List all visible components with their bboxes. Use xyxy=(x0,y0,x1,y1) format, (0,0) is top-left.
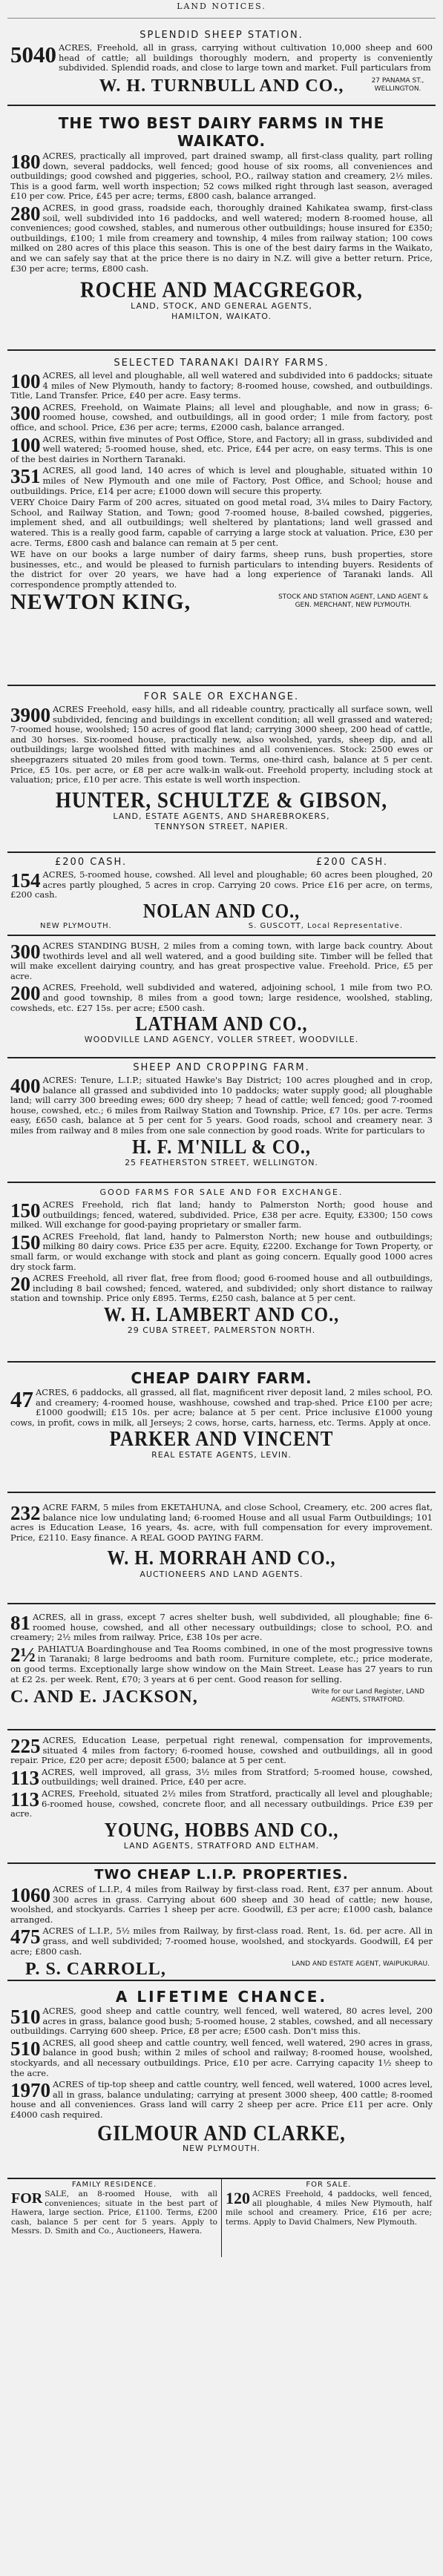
paragraph-text: ACRES, Freehold, well subdivided and watered, adjoining school, 1 mile from two P.O. and good township, 8 miles from a good town; large residence, woolshed, stabling, cowsheds, etc. £27 15s. per acre; £500 cash. xyxy=(10,982,433,1013)
firm-subline: NEW PLYMOUTH. xyxy=(182,2143,261,2153)
ad-paragraph xyxy=(10,43,433,73)
ad-paragraph xyxy=(10,870,433,900)
ad-paragraph xyxy=(10,466,433,496)
ad-heading: SHEEP AND CROPPING FARM. xyxy=(133,1062,310,1073)
ad-paragraph xyxy=(10,1232,433,1272)
ad-heading: £200 CASH. xyxy=(55,857,128,868)
firm-address: LAND AND ESTATE AGENT, WAIPUKURAU. xyxy=(292,1960,430,1969)
lead-figure: 120 xyxy=(226,2189,250,2207)
paragraph-text: ACRES, good sheep and cattle country, well fenced, well watered, 80 acres level, 200 acres in grass, balance good bush; 5-roomed house, 2 stables, cowshed, and all necessary outbuildings. Carrying 600 sheep. Price, £8 per acre; £500 cash. Don't miss this. xyxy=(10,2006,433,2037)
ad-paragraph xyxy=(10,1200,433,1231)
paragraph-text: ACRES of L.I.P., 5½ miles from Railway, by first-class road. Rent, 1s. 6d. per acre. All in grass, and well subdivided; 7-roomed house, woolshed, and stockyards. Goodwill, £4 per acre; £800 cash. xyxy=(10,1926,433,1957)
ad-lambert xyxy=(7,1183,436,1363)
ad-paragraph xyxy=(10,1075,433,1136)
ad-heading-row xyxy=(10,855,433,869)
lead-figure: 5040 xyxy=(10,42,56,67)
lead-figure: 510 xyxy=(10,2037,41,2060)
firm-subline: WOODVILLE LAND AGENCY, VOLLER STREET, WOODVILLE. xyxy=(84,1035,359,1045)
paragraph-text: ACRES, practically all improved, part drained swamp, all first-class quality, part rolling down, several paddocks, well fenced; good house of six rooms, all conveniences and outbuildings; good cowshed and piggeries, school, P.O., railway station and creamery, 2½ miles. This is a good farm, well worth inspection; 52 cows milked right through last season, averaged £10 per cow. Price, £45 per acre; terms, £800 cash, balance arranged. xyxy=(10,151,433,202)
ad-paragraph: VERY Choice Dairy Farm of 200 acres, situated on good metal road, 3¼ miles to Dairy Factory, School, and Railway Station, and Town; good 7-roomed house, 8-bailed cowshed, piggeries, implement shed, and all outbuildings; well sheltered by plantations; land well grassed and watered. This is a really good farm, capable of carrying a large stock at valuation. Price, £30 per acre. Terms, £800 cash and balance can remain at 5 per cent. xyxy=(10,497,433,548)
firm-name: W. H. LAMBERT AND CO., xyxy=(103,1303,340,1326)
lead-figure: 300 xyxy=(10,401,41,424)
ad-heading: FAMILY RESIDENCE. xyxy=(71,2181,157,2189)
firm-name: PARKER AND VINCENT xyxy=(109,1428,334,1452)
paragraph-text: ACRES Freehold, rich flat land; handy to Palmerston North; good house and outbuildings; fenced, watered, subdivided. Price, £38 per acre. Equity, £3300; 150 cows milked. Will exchange for good-paying proprietary or smaller farm. xyxy=(10,1199,433,1231)
firm-subline: NEW PLYMOUTH. xyxy=(40,921,112,930)
ad-paragraph xyxy=(10,1768,433,1788)
ad-carroll xyxy=(7,1864,436,1981)
ad-gilmour xyxy=(7,1981,436,2179)
ad-paragraph xyxy=(226,2190,432,2227)
lead-figure: FOR xyxy=(11,2190,43,2207)
lead-figure: 100 xyxy=(10,433,41,456)
ad-paragraph xyxy=(10,1885,433,1925)
ad-heading: FOR SALE OR EXCHANGE. xyxy=(143,691,300,702)
paragraph-text: ACRE FARM, 5 miles from EKETAHUNA, and close School, Creamery, etc. 200 acres flat, balance nice low undulating land; 6-roomed House and all usual Farm Outbuildings; 101 acres is Education Lease, 16 years, 4s. acre, with full compensation for every improvement. Price, £2110. Easy finance. A REAL GOOD PAYING FARM. xyxy=(10,1502,433,1543)
paragraph-text: ACRES, Freehold, on Waimate Plains; all level and ploughable, and now in grass; 6-roomed house, cowshed, and outbuildings, all in good order; 1 mile from factory, post office, and school. Price, £36 per acre; terms, £2000 cash, balance arranged. xyxy=(10,401,433,432)
ad-paragraph xyxy=(10,2080,433,2120)
ad-bottom-pair xyxy=(7,2179,436,2257)
ad-turnbull xyxy=(7,19,436,106)
firm-name xyxy=(10,75,433,97)
lead-figure: 47 xyxy=(10,1386,33,1412)
lead-figure: 300 xyxy=(10,941,41,963)
firm-subline: HAMILTON, WAIKATO. xyxy=(171,312,272,322)
paragraph-text: ACRES, Freehold, all in grass, carrying without cultivation 10,000 sheep and 600 head of cattle; all buildings thoroughly modern, and property is conveniently subdivided. Splendid roads, and close to large town and market. Full particulars from xyxy=(59,42,433,73)
firm-name: W. H. MORRAH AND CO., xyxy=(107,1547,336,1570)
ad-heading: THE TWO BEST DAIRY FARMS IN THE WAIKATO. xyxy=(58,114,385,150)
firm-subline: 25 FEATHERSTON STREET, WELLINGTON. xyxy=(125,1157,318,1167)
paragraph-text: ACRES, Education Lease, perpetual right renewal, compensation for improvements, situated 4 miles from factory; 6-roomed house, cowshed and outbuildings, all in good repair. Price, £20 per acre; deposit £500; balance at 5 per cent. xyxy=(10,1735,433,1766)
ad-latham xyxy=(7,936,436,1058)
firm-subline: 29 CUBA STREET, PALMERSTON NORTH. xyxy=(127,1325,316,1335)
ad-paragraph xyxy=(10,1736,433,1766)
firm-address: STOCK AND STATION AGENT, LAND AGENT & GEN. MERCHANT, NEW PLYMOUTH. xyxy=(278,593,429,610)
ad-paragraph xyxy=(11,2190,217,2236)
lead-figure: 180 xyxy=(10,151,41,173)
firm-name xyxy=(10,1686,433,1708)
paragraph-text: ACRES, in good grass, roadside each, thoroughly drained Kahikatea swamp, first-class soil, well subdivided into 16 paddocks, and well watered; modern 8-roomed house, all conveniences; good cowshed, stables, and numerous other outbuildings; house insured for £350; outbuildings, £100; 1 mile from creamery and township, 4 miles from railway station; 100 cows milked on 280 acres of this place this season. This is one of the best dairy farms in the Waikato, and we can safely say that at the price there is no dairy in N.Z. will give a better return. Price, £30 per acre; terms, £800 cash. xyxy=(10,202,433,274)
firm-name xyxy=(10,1958,433,1980)
ad-heading: £200 CASH. xyxy=(315,857,388,868)
firm-name: ROCHE AND MACGREGOR, xyxy=(80,276,363,303)
ad-family-residence xyxy=(7,2179,221,2257)
ad-heading: SPLENDID SHEEP STATION. xyxy=(140,30,303,41)
firm-subline: S. GUSCOTT, Local Representative. xyxy=(248,921,403,930)
paragraph-text: ACRES of tip-top sheep and cattle country, well fenced, well watered, 1000 acres level, all in grass, balance undulating; carrying at present 3000 sheep, 400 cattle; 8-roomed house and all conveniences. Grass land will carry 2 sheep per acre. Price £11 per acre. Only £4000 cash required. xyxy=(10,2079,433,2120)
ad-parker xyxy=(7,1363,436,1493)
paragraph-text: ACRES, 6 paddocks, all grassed, all flat, magnificent river deposit land, 2 miles school, P.O. and creamery; 4-roomed house, washhouse, cowshed and trap-shed. Price £100 per acre; £1000 goodwill; £15 10s. per acre; balance at 5 per cent. Price inclusive £1000 young cows, in profit, cows in milk, all Jerseys; 2 cows, horse, carts, harness, etc. Terms. Apply at once. xyxy=(10,1387,433,1428)
lead-figure: 400 xyxy=(10,1075,41,1097)
paragraph-text: ACRES: Tenure, L.I.P.; situated Hawke's Bay District; 100 acres ploughed and in crop, balance all grassed and subdivided into 10 paddocks; water supply good; all ploughable land; will carry 300 breeding ewes; 600 dry sheep; 7 head of cattle; well fenced; good 7-roomed house, cowshed, etc.; 6 miles from Railway Station and Township. Price, £7 10s. per acre. Terms easy, £650 cash, balance at 5 per cent for 5 years. Good roads, school and creamery near. 3 miles from railway and 8 miles from one sale connection by good roads. Write for particulars to xyxy=(10,1075,433,1136)
firm-name-text: P. S. CARROLL, xyxy=(25,1960,166,1980)
firm-subline: LAND, STOCK, AND GENERAL AGENTS, xyxy=(131,301,312,312)
paragraph-text: ACRES, within five minutes of Post Office, Store, and Factory; all in grass, subdivided and well watered; 5-roomed house, shed, etc. Price, £44 per acre, on easy terms. This is one of the best dairies in Northern Taranaki. xyxy=(10,433,433,464)
paragraph-text: ACRES Freehold, all river flat, free from flood; good 6-roomed house and all outbuildings, including 8 bail cowshed; fenced, watered, and subdivided; only short distance to railway station and township. Price only £895. Terms, £250 cash, balance at 5 per cent. xyxy=(10,1273,433,1304)
lead-figure: 81 xyxy=(10,1612,30,1634)
firm-name xyxy=(10,591,433,615)
ad-paragraph xyxy=(10,203,433,274)
lead-figure: 150 xyxy=(10,1231,41,1254)
lead-figure: 225 xyxy=(10,1735,41,1757)
firm-subline: TENNYSON STREET, NAPIER. xyxy=(154,821,289,831)
paragraph-text: ACRES, well improved, all grass, 3½ miles from Stratford; 5-roomed house, cowshed, outbuildings; well drained. Price, £40 per acre. xyxy=(42,1766,433,1788)
ad-heading: A LIFETIME CHANCE. xyxy=(115,1988,328,2006)
firm-name: GILMOUR AND CLARKE, xyxy=(97,2120,346,2145)
paragraph-text: ACRES Freehold, 4 paddocks, well fenced, all ploughable, 4 miles New Plymouth, half mile school and creamery. Price, £16 per acre; terms. Apply to David Chalmers, New Plymouth. xyxy=(226,2190,432,2227)
ad-roche xyxy=(7,106,436,351)
paragraph-text: ACRES, all good land, 140 acres of which is level and ploughable, situated within 10 miles of New Plymouth and one mile of Factory, Post Office, and School; house and outbuildings. Price, £14 per acre; £1000 down will secure this property. xyxy=(10,465,433,496)
lead-figure: 200 xyxy=(10,982,41,1005)
firm-name: NOLAN AND CO., xyxy=(142,900,301,923)
firm-subline: LAND AGENTS, STRATFORD AND ELTHAM. xyxy=(123,1840,320,1851)
firm-name: LATHAM AND CO., xyxy=(135,1013,308,1036)
paragraph-text: ACRES, all level and ploughable, all well watered and subdivided into 6 paddocks; situate 4 miles of New Plymouth, handy to factory; 8-roomed house, cowshed, and outbuildings. Title, Land Transfer. Price, £40 per acre. Easy terms. xyxy=(10,370,433,401)
ad-morrah xyxy=(7,1493,436,1604)
lead-figure: 154 xyxy=(10,869,41,892)
paragraph-text: ACRES, Freehold, situated 2½ miles from Stratford, practically all level and ploughable; 6-roomed house, cowshed, concrete floor, and all necessary outbuildings. Price £39 per acre. xyxy=(10,1788,433,1819)
lead-figure: 232 xyxy=(10,1502,41,1524)
paragraph-text: ACRES Freehold, flat land, handy to Palmerston North; new house and outbuildings; milking 80 dairy cows. Price £35 per acre. Equity, £2200. Exchange for Town Property, or small farm, or would exchange with stock and plant as going concern. Equally good 1000 acres dry stock farm. xyxy=(10,1231,433,1272)
lead-figure: 351 xyxy=(10,465,41,488)
ad-paragraph xyxy=(10,1644,433,1684)
firm-subline: AUCTIONEERS AND LAND AGENTS. xyxy=(140,1569,303,1580)
lead-figure: 2½ xyxy=(10,1643,36,1666)
paragraph-text: ACRES, 5-roomed house, cowshed. All level and ploughable; 60 acres been ploughed, 20 acres partly ploughed, 5 acres in crop. Carrying 20 cows. Price £16 per acre, on terms, £200 cash. xyxy=(10,869,433,900)
paragraph-text: ACRES, all in grass, except 7 acres shelter bush, well subdivided, all ploughable; fine 6-roomed house, cowshed, and all other necessary outbuildings; close to school, P.O. and creamery; 2½ miles from railway. Price, £38 10s per acre. xyxy=(10,1612,433,1643)
ad-heading: CHEAP DAIRY FARM. xyxy=(131,1369,312,1387)
firm-subline: LAND, ESTATE AGENTS, AND SHAREBROKERS, xyxy=(113,811,330,821)
firm-name-text: W. H. TURNBULL AND CO., xyxy=(99,76,344,96)
ad-paragraph xyxy=(10,371,433,401)
paragraph-text: ACRES STANDING BUSH, 2 miles from a coming town, with large back country. About twothirds level and all well watered, and a good building site. Timber will be felled that will make excellent dairying country, and has great prospective value. Freehold. Price, £5 per acre. xyxy=(10,941,433,981)
lead-figure: 475 xyxy=(10,1926,41,1949)
firm-name: HUNTER, SCHULTZE & GIBSON, xyxy=(55,786,388,812)
firm-name: H. F. M'NILL & CO., xyxy=(132,1136,311,1159)
ad-young xyxy=(7,1730,436,1864)
paragraph-text: SALE, an 8-roomed House, with all conveniences; situate in the best part of Hawera, large section. Price, £1100. Terms, £200 cash, balance 5 per cent for 5 years. Apply to Messrs. D. Smith and Co., Auctioneers, Hawera. xyxy=(11,2190,217,2236)
lead-figure: 1970 xyxy=(10,2079,50,2102)
ad-nolan xyxy=(7,853,436,936)
lead-figure: 20 xyxy=(10,1273,30,1296)
ad-heading: SELECTED TARANAKI DAIRY FARMS. xyxy=(114,358,329,369)
ad-paragraph xyxy=(10,2038,433,2078)
lead-figure: 113 xyxy=(10,1788,40,1811)
ad-jackson xyxy=(7,1604,436,1730)
ad-paragraph xyxy=(10,941,433,981)
firm-subline: REAL ESTATE AGENTS, LEVIN. xyxy=(151,1450,292,1460)
ad-paragraph xyxy=(10,1926,433,1957)
ad-hunter xyxy=(7,686,436,853)
lead-figure: 510 xyxy=(10,2006,41,2028)
ad-for-sale xyxy=(221,2179,436,2257)
ad-paragraph xyxy=(10,1388,433,1428)
ad-paragraph xyxy=(10,705,433,785)
running-head: LAND NOTICES. xyxy=(7,0,436,19)
lead-figure: 3900 xyxy=(10,704,50,726)
firm-address: 27 PANAMA ST., WELLINGTON. xyxy=(371,76,424,93)
ad-paragraph xyxy=(10,151,433,202)
ad-heading: TWO CHEAP L.I.P. PROPERTIES. xyxy=(94,1867,349,1882)
lead-figure: 150 xyxy=(10,1199,41,1222)
firm-name: YOUNG, HOBBS AND CO., xyxy=(104,1819,339,1842)
paragraph-text: PAHIATUA Boardinghouse and Tea Rooms combined, in one of the most progressive towns in Taranaki; 8 large bedrooms and bath room. Furniture complete, etc.; price moderate, on good terms. Exceptionally large show window on the Main Street. Lease has 27 years to run at £2 2s. per week. Rent, £70; 3 years at 6 per cent. Good reason for selling. xyxy=(10,1643,433,1684)
ad-newton-king xyxy=(7,351,436,686)
ad-paragraph: WE have on our books a large number of dairy farms, sheep runs, bush properties, store businesses, etc., and would be pleased to furnish particulars to intending buyers. Residents of the district for over 20 years, we have had a long experience of Taranaki lands. All correspondence promptly attended to. xyxy=(10,549,433,590)
ad-paragraph xyxy=(10,435,433,465)
paragraph-text: ACRES of L.I.P., 4 miles from Railway by first-class road. Rent, £37 per annum. About 300 acres in grass. Carrying about 600 sheep and 30 head of cattle; new house, woolshed, and stockyards. Carries 1 sheep per acre. Goodwill, £3 per acre; £1000 cash, balance arranged. xyxy=(10,1884,433,1925)
ad-paragraph xyxy=(10,2006,433,2037)
ad-paragraph xyxy=(10,1789,433,1819)
ad-paragraph xyxy=(10,983,433,1013)
ad-paragraph xyxy=(10,1503,433,1543)
lead-figure: 1060 xyxy=(10,1884,50,1906)
firm-name-text: NEWTON KING, xyxy=(10,590,191,615)
ad-paragraph xyxy=(10,1613,433,1643)
lead-figure: 113 xyxy=(10,1766,40,1789)
ad-mcnill xyxy=(7,1058,436,1183)
paragraph-text: ACRES Freehold, easy hills, and all rideable country, practically all surface sown, well subdivided, fencing and buildings in excellent condition; all well grassed and watered; 7-roomed house, woolshed; 150 acres of good flat land; carrying 3000 sheep, 200 head of cattle, and 30 horses. Six-roomed house, practically new, also woolshed, yards, sheep dip, and all outbuildings; large woolshed fitted with machines and all conveniences. Stock: 2500 ewes or sheepgrazers situated 20 miles from good town. Terms, one-third cash, balance at 5 per cent. Price, £5 10s. per acre, or £8 per acre walk-in walk-out. Freehold property, including stock at valuation; price, £10 per acre. This estate is well worth inspection. xyxy=(10,704,433,785)
lead-figure: 100 xyxy=(10,370,41,392)
ad-heading: FOR SALE. xyxy=(306,2181,352,2189)
ad-paragraph xyxy=(10,1274,433,1304)
firm-name-text: C. AND E. JACKSON, xyxy=(10,1687,198,1707)
paragraph-text: ACRES, all good sheep and cattle country, well fenced, well watered, 290 acres in grass, balance in good bush; within 2 miles of school and railway; 8-roomed house, woolshed, stockyards, and all necessary outbuildings. Price, £10 per acre. Carrying capacity 1½ sheep to the acre. xyxy=(10,2037,433,2078)
ad-paragraph xyxy=(10,403,433,433)
lead-figure: 280 xyxy=(10,202,41,225)
ad-heading: GOOD FARMS FOR SALE AND FOR EXCHANGE. xyxy=(99,1187,344,1197)
firm-address: Write for our Land Register, LAND AGENTS, STRATFORD. xyxy=(311,1688,425,1704)
